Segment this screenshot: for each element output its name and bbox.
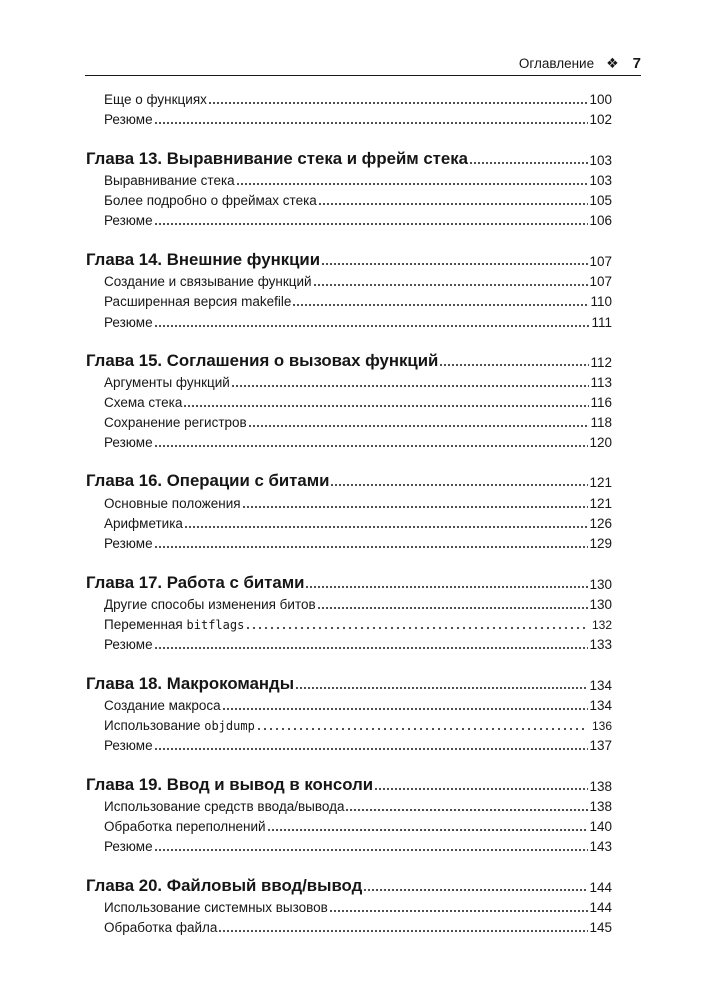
toc-entry-title: Обработка переполнений (104, 819, 266, 834)
toc-entry[interactable] (0, 169, 612, 189)
toc-entry-title: Резюме (104, 112, 153, 127)
running-title: Оглавление (518, 55, 595, 71)
toc-entry[interactable] (0, 916, 612, 936)
toc-entry-title: Более подробно о фреймах стека (104, 193, 317, 208)
toc-chapter-14[interactable] (0, 246, 612, 270)
dot-leader (154, 545, 589, 549)
toc-entry-page: 120 (589, 435, 612, 450)
toc-entry-title: Схема стека (104, 395, 183, 410)
dot-leader (231, 384, 590, 388)
toc-entry[interactable] (0, 311, 612, 331)
dot-leader (184, 525, 589, 529)
toc-entry-title: Арифметика (104, 516, 183, 531)
toc-entry-page: 134 (589, 698, 612, 713)
toc-entry-title: Резюме (104, 738, 153, 753)
toc-entry[interactable] (0, 896, 612, 916)
toc-entry-page: 110 (590, 294, 612, 309)
toc-entry-page: 100 (589, 92, 612, 107)
toc-entry[interactable] (0, 512, 612, 532)
toc-entry-page: 126 (589, 516, 612, 531)
dot-leader (248, 424, 590, 428)
toc-entry-title: Аргументы функций (104, 375, 230, 390)
toc-chapter-title: Глава 15. Соглашения о вызовах функций (86, 351, 439, 370)
dot-leader (154, 324, 591, 328)
toc-entry[interactable] (0, 270, 612, 290)
toc-entry-title: Основные положения (104, 496, 241, 511)
toc-chapter-19[interactable] (0, 771, 612, 795)
toc-chapter-page: 107 (589, 254, 612, 269)
dot-leader (236, 182, 589, 186)
page-number: 7 (632, 54, 641, 72)
toc-entry-title: Выравнивание стека (104, 173, 235, 188)
toc-entry[interactable] (0, 371, 612, 391)
toc-chapter-title: Глава 14. Внешние функции (86, 250, 321, 269)
toc-entry-title: Резюме (104, 315, 153, 330)
toc-chapter-20[interactable] (0, 872, 612, 896)
dot-leader (330, 483, 588, 487)
dot-leader (329, 909, 589, 913)
toc-entry[interactable] (0, 108, 612, 128)
dot-leader (321, 262, 588, 266)
toc-chapter-page: 130 (589, 577, 612, 592)
dot-leader (439, 363, 589, 367)
toc-entry[interactable] (0, 431, 612, 451)
toc-entry[interactable] (0, 492, 612, 512)
toc-entry-page: 113 (590, 375, 612, 390)
toc-entry-page: 111 (591, 315, 612, 330)
toc-chapter-page: 121 (589, 475, 612, 490)
toc-entry-page: 103 (589, 173, 612, 188)
toc-entry[interactable] (0, 411, 612, 431)
toc-entry[interactable] (0, 391, 612, 411)
toc-entry-page: 107 (589, 274, 612, 289)
toc-entry[interactable] (0, 532, 612, 552)
toc-entry-page: 116 (590, 395, 612, 410)
dot-leader (295, 686, 588, 690)
toc-chapter-page: 112 (590, 355, 612, 370)
dot-leader (242, 505, 589, 509)
toc-entry-title: Создание макроса (104, 698, 221, 713)
four-diamond-ornament-icon: ❖ (606, 54, 619, 71)
dot-leader (256, 727, 587, 731)
toc-chapter-page: 134 (589, 678, 612, 693)
dot-leader (154, 747, 589, 751)
toc-entry-code: bitflags (186, 618, 245, 632)
toc-entry-title: Переменная (104, 617, 183, 632)
toc-entry-title: Резюме (104, 435, 153, 450)
toc-entry-page: 133 (589, 637, 612, 652)
toc-entry[interactable] (0, 290, 612, 310)
toc-entry-page: 137 (589, 738, 612, 753)
toc-entry-title: Расширенная версия makefile (104, 294, 292, 309)
dot-leader (345, 808, 588, 812)
toc-entry-title: Использование средств ввода/вывода (104, 799, 345, 814)
toc-entry-page: 121 (589, 496, 612, 511)
toc-entry-title: Другие способы изменения битов (104, 597, 316, 612)
toc-entry-title: Резюме (104, 213, 153, 228)
toc-entry-title: Использование (104, 718, 201, 733)
toc-chapter-page: 144 (589, 880, 612, 895)
toc-entry-code: objdump (204, 719, 255, 733)
toc-entry-title: Обработка файла (104, 920, 218, 935)
toc-entry-title: Еще о функциях (104, 92, 207, 107)
dot-leader (154, 848, 589, 852)
dot-leader (245, 626, 587, 630)
toc-entry[interactable] (0, 613, 612, 633)
toc-chapter-title: Глава 20. Файловый ввод/вывод (86, 876, 363, 895)
toc-entry-page: 118 (590, 415, 612, 430)
toc-entry-page: 138 (589, 799, 612, 814)
toc-chapter-title: Глава 16. Операции с битами (86, 471, 330, 490)
toc-entry-title: Использование системных вызовов (104, 900, 328, 915)
toc-entry[interactable] (0, 189, 612, 209)
toc-entry-page: 145 (589, 920, 612, 935)
toc-entry-page: 105 (589, 193, 612, 208)
toc-chapter-15[interactable] (0, 347, 612, 371)
toc-entry-page: 132 (591, 618, 612, 632)
toc-entry-title: Резюме (104, 637, 153, 652)
toc-entry-page: 136 (591, 719, 612, 733)
toc-entry-page: 102 (589, 112, 612, 127)
toc-entry[interactable] (0, 88, 612, 108)
toc-chapter-17[interactable] (0, 569, 612, 593)
toc-entry[interactable] (0, 694, 612, 714)
toc-entry-title: Сохранение регистров (104, 415, 247, 430)
toc-chapter-page: 103 (589, 153, 612, 168)
dot-leader (318, 202, 589, 206)
toc-entry-title: Создание и связывание функций (104, 274, 312, 289)
dot-leader (317, 606, 589, 610)
toc-entry-page: 144 (589, 900, 612, 915)
toc-entry[interactable] (0, 714, 612, 734)
toc-entry-page: 106 (589, 213, 612, 228)
toc-entry[interactable] (0, 209, 612, 229)
dot-leader (469, 161, 589, 165)
dot-leader (154, 444, 589, 448)
toc-entry-title: Резюме (104, 839, 153, 854)
toc-chapter-18[interactable] (0, 670, 612, 694)
dot-leader (208, 101, 589, 105)
dot-leader (222, 707, 589, 711)
toc-chapter-title: Глава 17. Работа с битами (86, 573, 305, 592)
toc-chapter-title: Глава 18. Макрокоманды (86, 674, 295, 693)
toc-entry-page: 143 (589, 839, 612, 854)
dot-leader (154, 121, 589, 125)
dot-leader (292, 303, 589, 307)
toc-entry[interactable] (0, 633, 612, 653)
toc-chapter-page: 138 (589, 779, 612, 794)
toc-chapter-title: Глава 19. Ввод и вывод в консоли (86, 775, 374, 794)
toc-entry[interactable] (0, 835, 612, 855)
toc-entry[interactable] (0, 593, 612, 613)
toc-entry-page: 129 (589, 536, 612, 551)
dot-leader (154, 222, 589, 226)
toc-entry-page: 130 (589, 597, 612, 612)
dot-leader (183, 404, 589, 408)
dot-leader (218, 929, 588, 933)
dot-leader (154, 646, 589, 650)
dot-leader (313, 283, 589, 287)
toc-chapter-title: Глава 13. Выравнивание стека и фрейм стека (86, 149, 468, 168)
toc-chapter-13[interactable] (0, 145, 612, 169)
toc-entry[interactable] (0, 815, 612, 835)
dot-leader (363, 888, 588, 892)
toc-entry-title: Резюме (104, 536, 153, 551)
dot-leader (267, 828, 589, 832)
dot-leader (374, 787, 588, 791)
toc-entry[interactable] (0, 795, 612, 815)
toc-chapter-16[interactable] (0, 467, 612, 491)
toc-entry[interactable] (0, 734, 612, 754)
toc-entry-page: 140 (589, 819, 612, 834)
dot-leader (305, 585, 588, 589)
